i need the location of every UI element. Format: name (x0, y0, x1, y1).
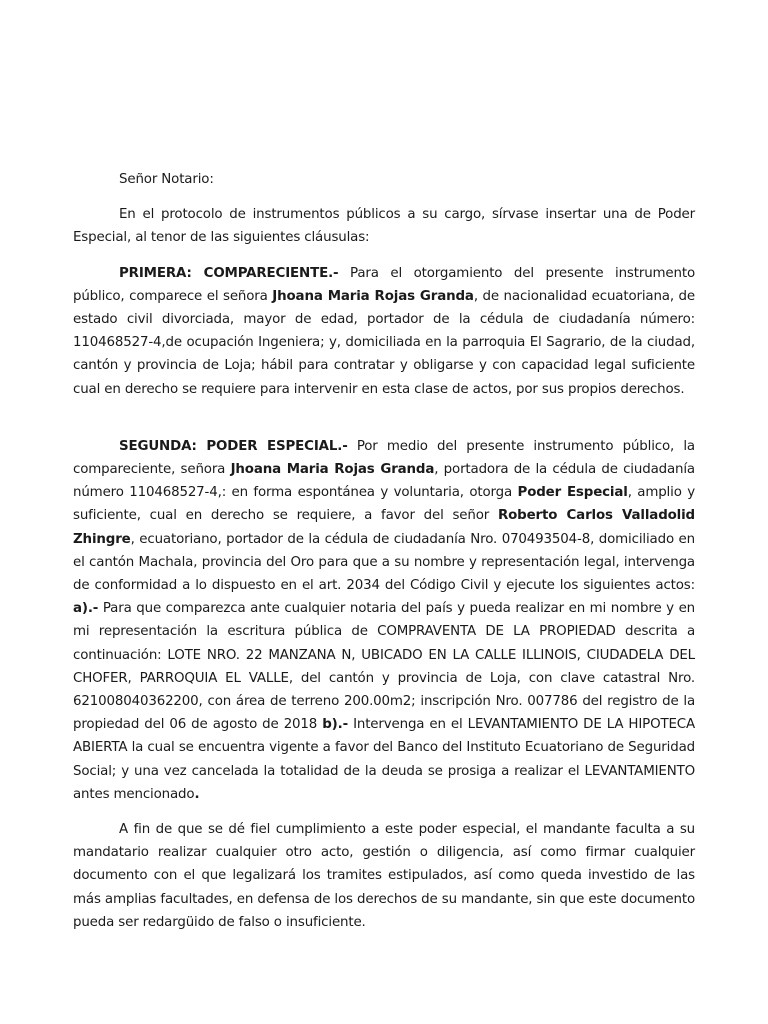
clause-primera (73, 262, 695, 401)
clause-text: Intervenga en el LEVANTAMIENTO DE LA HIPOTECA ABIERTA la cual se encuentra vigente a favor del Banco del Instituto Ecuatoriano de Seguridad Social; y una vez cancelada la totalidad de la deuda se prosiga a realizar el LEVANTAMIENTO antes mencionado (73, 717, 696, 802)
clause-text: Para que comparezca ante cualquier notaria del país y pueda realizar en mi nombre y en mi representación la escritura pública de COMPRAVENTA DE LA PROPIEDAD descrita a continuación: LOTE NRO. 22 MANZANA N, UBICADO EN LA CALLE ILLINOIS, CIUDADELA DEL CHOFER, PARROQUIA EL VALLE, del cantón y provincia de Loja, con clave catastral Nro. 621008040362200, con área de terreno 200.00m2; inscripción Nro. 007786 del registro de la propiedad del 06 de agosto de 2018 (73, 601, 695, 733)
clause-primera-heading: PRIMERA: COMPARECIENTE.- (119, 265, 339, 281)
grantor-name: Jhoana Maria Rojas Granda (272, 288, 474, 304)
clause-end-period: . (194, 786, 200, 802)
greeting: Señor Notario: (119, 172, 214, 187)
clause-segunda-heading: SEGUNDA: PODER ESPECIAL.- (119, 438, 348, 454)
agent-name: Roberto Carlos Valladolid Zhingre (73, 508, 695, 547)
clause-text: , de nacionalidad ecuatoriana, de estado civil divorciada, mayor de edad, portador de la cédula de ciudadanía número: 110468527-4,de ocupación Ingeniera; y, domiciliada en la parroquia El Sagrario, de la ciudad, cantón y provincia de Loja; hábil para contratar y obligarse y con capacidad legal suficiente cual en derecho se requiere para intervenir en esta clase de actos, por sus propios derechos. (73, 288, 695, 397)
closing-paragraph: A fin de que se dé fiel cumplimiento a este poder especial, el mandante faculta a su mandatario realizar cualquier otro acto, gestión o diligencia, así como firmar cualquier documento con el que legalizará los tramites estipulados, así como queda investido de las más amplias facultades, en defensa de los derechos de su mandante, sin que este documento pueda ser redargüido de falso o insuficiente. (73, 822, 695, 930)
item-b-marker: b).- (322, 717, 348, 733)
clause-text: , portadora de la cédula de ciudadanía número 110468527-4,: en forma espontánea y voluntaria, otorga (73, 462, 695, 501)
document-body (73, 168, 695, 934)
item-a-marker: a).- (73, 601, 99, 617)
poder-especial-term: Poder Especial (517, 485, 628, 501)
clause-text: , ecuatoriano, portador de la cédula de ciudadanía Nro. 070493504-8, domiciliado en el cantón Machala, provincia del Oro para que a su nombre y representación legal, intervenga de conformidad a lo dispuesto en el art. 2034 del Código Civil y ejecute los siguientes actos: (73, 531, 695, 594)
clause-segunda (73, 435, 695, 806)
grantor-name: Jhoana Maria Rojas Granda (230, 462, 435, 478)
intro-paragraph: En el protocolo de instrumentos públicos a su cargo, sírvase insertar una de Poder Especial, al tenor de las siguientes cláusulas: (73, 207, 695, 246)
clause-text: Para el otorgamiento del presente instrumento público, comparece el señora (73, 265, 695, 304)
clause-text: , amplio y suficiente, cual en derecho se requiere, a favor del señor (73, 485, 695, 524)
clause-text: Por medio del presente instrumento público, la compareciente, señora (73, 438, 695, 478)
